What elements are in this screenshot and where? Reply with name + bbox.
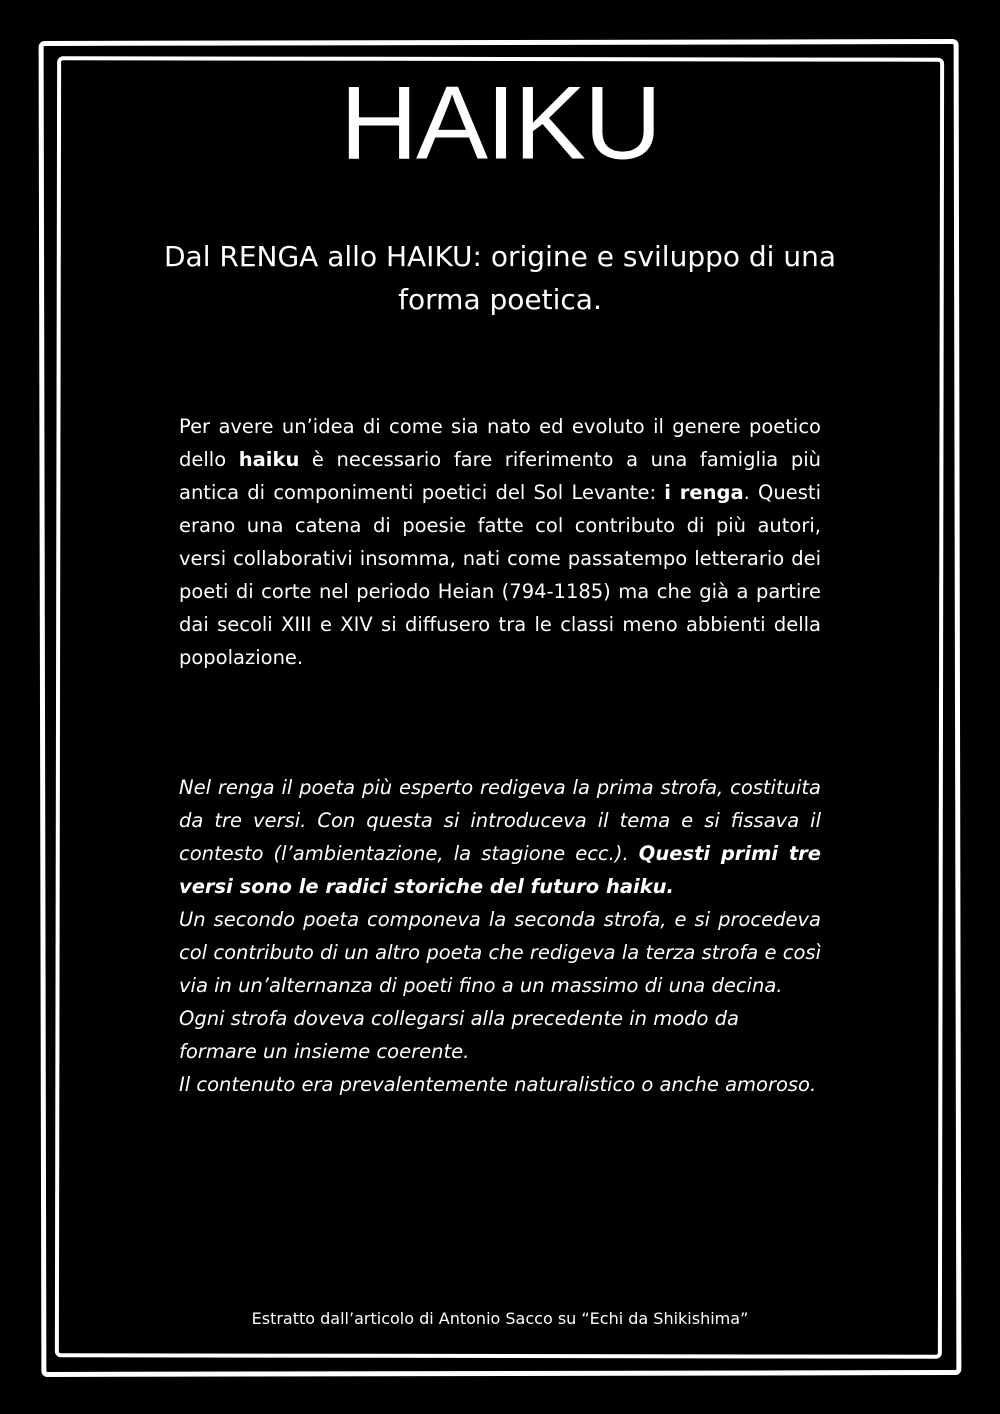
renga-paragraph [179,771,821,1101]
intro-text-1: Per avere un’idea di come sia nato ed evoluto il genere poetico dello [179,415,821,471]
renga-text-2: Un secondo poeta componeva la seconda strofa, e si procedeva col contributo di un altro poeta che redigeva la terza strofa e così via in un’alternanza di poeti fino a un massimo di una decina. [179,908,821,997]
renga-bold-roots: Questi primi tre versi sono le radici storiche del futuro haiku. [179,842,821,898]
intro-paragraph [179,410,821,674]
source-credit: Estratto dall’articolo di Antonio Sacco su “Echi da Shikishima” [251,1309,749,1328]
intro-text-2: è necessario fare riferimento a una famiglia più antica di componimenti poetici del Sol Levante: [179,448,822,504]
intro-bold-renga: i renga [664,481,744,504]
subtitle: Dal RENGA allo HAIKU: origine e sviluppo di una forma poetica. [163,240,836,316]
page-title: HAIKU [339,64,661,181]
intro-text-3: . Questi erano una catena di poesie fatte col contributo di più autori, versi collaborativi insomma, nati come passatempo letterario dei poeti di corte nel periodo Heian (794-1185) ma che già a partire dai secoli XIII e XIV si diffusero tra le classi meno abbienti della popolazione. [179,481,821,669]
renga-text-3: Ogni strofa doveva collegarsi alla precedente in modo da formare un insieme coerente. [179,1007,739,1063]
renga-text-4: Il contenuto era prevalentemente naturalistico o anche amoroso. [179,1073,817,1096]
renga-text-1: Nel renga il poeta più esperto redigeva la prima strofa, costituita da tre versi. Con questa si introduceva il tema e si fissava il contesto (l’ambientazione, la stagione ecc.). [179,776,821,865]
intro-bold-haiku: haiku [238,448,300,471]
